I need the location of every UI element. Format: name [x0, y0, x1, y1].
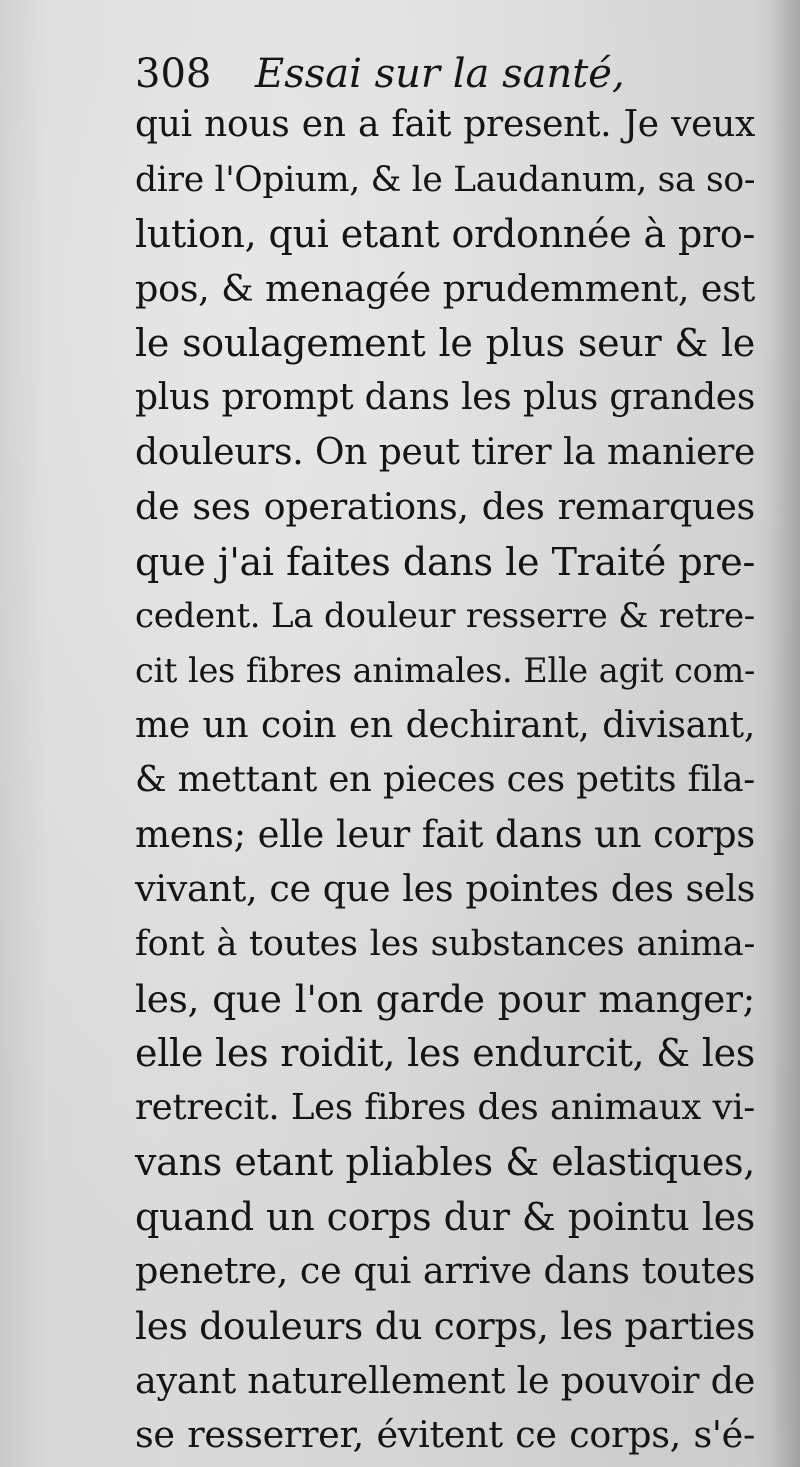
text-line: les, que l'on garde pour manger; — [135, 976, 755, 1021]
text-line: cit les fibres animales. Elle agit com- — [135, 650, 755, 690]
text-line: ayant naturellement le pouvoir de — [135, 1358, 755, 1402]
text-line: le soulagement le plus seur & le — [135, 321, 755, 366]
text-line: mens; elle leur fait dans un corps — [135, 812, 755, 856]
text-line: penetre, ce qui arrive dans toutes — [135, 1249, 755, 1293]
text-line: plus prompt dans les plus grandes — [135, 376, 755, 418]
text-line: douleurs. On peut tirer la maniere — [135, 431, 755, 473]
text-line: se resserrer, évitent ce corps, s'é- — [135, 1413, 755, 1457]
text-line: lution, qui etant ordonnée à pro- — [135, 212, 755, 257]
text-line: me un coin en dechirant, divisant, — [135, 704, 755, 746]
body-text — [135, 98, 755, 1463]
page-number: 308 — [135, 51, 212, 97]
text-line: vans etant pliables & elastiques, — [135, 1140, 755, 1185]
text-line: elle les roidit, les endurcit, & les — [135, 1031, 755, 1076]
text-line: cedent. La douleur resserre & retre- — [135, 596, 755, 637]
page-edge-shadow — [770, 0, 800, 1467]
text-line: & mettant en pieces ces petits fila- — [135, 759, 755, 801]
text-line: dire l'Opium, & le Laudanum, sa so- — [135, 159, 756, 200]
text-line: qui nous en a fait present. Je veux — [135, 104, 755, 145]
running-title: Essai sur la santé, — [255, 51, 625, 97]
page-header — [135, 48, 755, 100]
text-line: de ses operations, des remarques — [135, 485, 755, 529]
text-line: quand un corps dur & pointu les — [135, 1194, 755, 1239]
text-line: les douleurs du corps, les parties — [135, 1304, 756, 1349]
text-line: font à toutes les substances anima- — [135, 923, 755, 964]
text-line: que j'ai faites dans le Traité pre- — [135, 539, 755, 584]
text-line: pos, & menagée prudemment, est — [135, 266, 755, 310]
text-line: vivant, ce que les pointes des sels — [135, 867, 755, 911]
text-line: retrecit. Les fibres des animaux vi- — [135, 1086, 755, 1128]
